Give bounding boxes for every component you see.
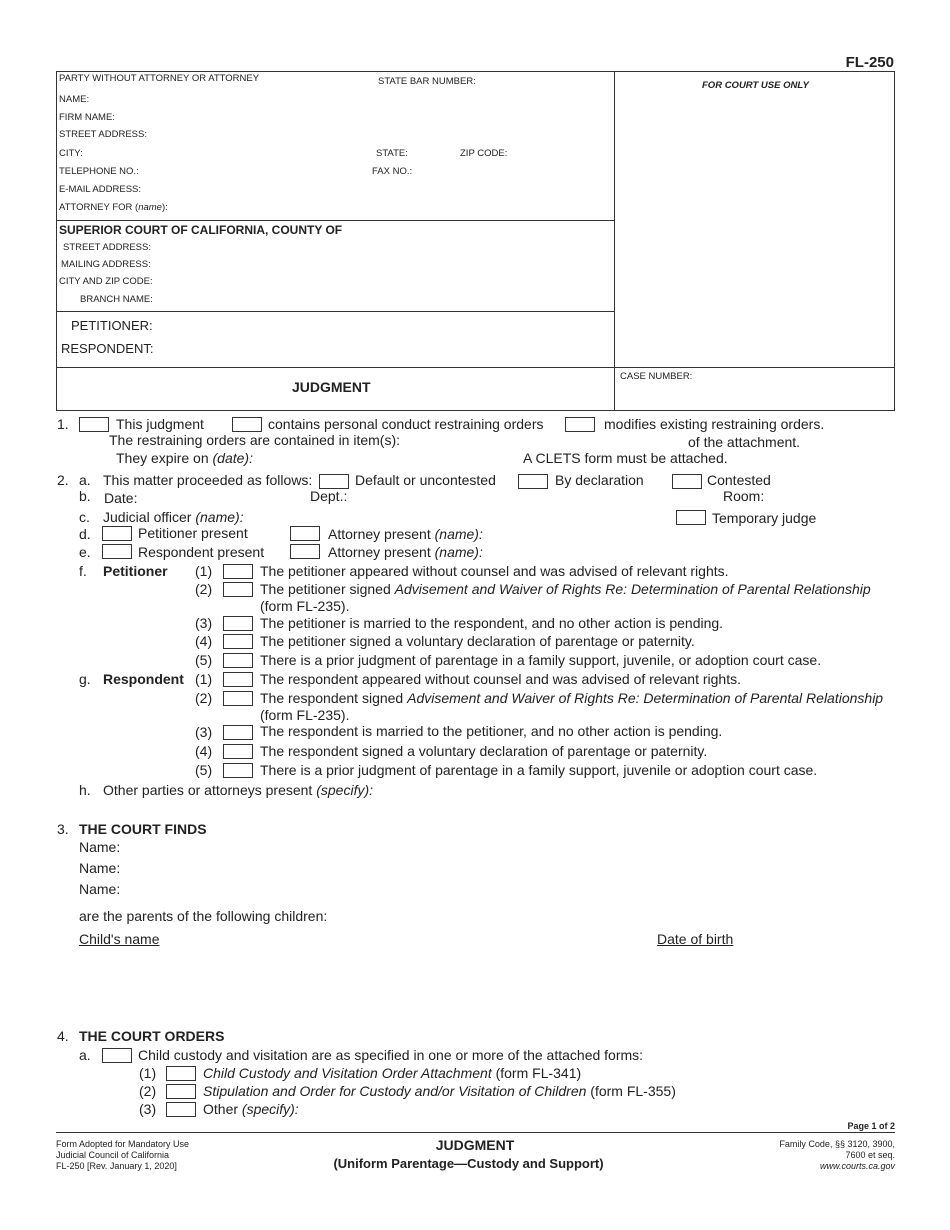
checkbox[interactable]: [223, 653, 253, 668]
checkbox[interactable]: [565, 417, 595, 432]
child-name-header: Child's name: [79, 931, 160, 947]
sub-number: (2): [139, 1083, 157, 1099]
form-number: FL-250: [845, 54, 894, 71]
temp-judge-text: Temporary judge: [712, 510, 817, 526]
checkbox[interactable]: [290, 544, 320, 559]
checkbox[interactable]: [102, 544, 132, 559]
item-letter: a.: [79, 1047, 91, 1063]
divider: [56, 220, 615, 221]
parent-name-label[interactable]: Name:: [79, 860, 121, 876]
room-label[interactable]: Room:: [723, 488, 765, 504]
sub-number: (1): [195, 671, 213, 687]
item-number: 2.: [57, 472, 69, 488]
footer-rule: [56, 1132, 895, 1133]
checkbox[interactable]: [223, 564, 253, 579]
checkbox[interactable]: [223, 616, 253, 631]
sub-number: (4): [195, 633, 213, 649]
other-parties-label[interactable]: Other parties or attorneys present (specify):: [103, 782, 374, 798]
sub-number: (2): [195, 690, 213, 706]
court-street-label[interactable]: STREET ADDRESS:: [63, 242, 151, 253]
zip-label[interactable]: ZIP CODE:: [460, 148, 508, 159]
respondent-2-form: (form FL-235).: [260, 707, 350, 723]
caption-frame: [56, 71, 895, 411]
checkbox[interactable]: [223, 725, 253, 740]
checkbox[interactable]: [232, 417, 262, 432]
sub-number: (2): [195, 581, 213, 597]
court-orders-heading: THE COURT ORDERS: [79, 1028, 225, 1044]
divider: [614, 71, 615, 411]
sub-number: (3): [195, 615, 213, 631]
item-number: 3.: [57, 821, 69, 837]
item-letter: c.: [79, 509, 90, 525]
checkbox[interactable]: [102, 526, 132, 541]
sub-number: (1): [195, 563, 213, 579]
checkbox[interactable]: [102, 1048, 132, 1063]
item-letter: a.: [79, 472, 91, 488]
pet-present-text: Petitioner present: [138, 525, 248, 541]
petitioner-label[interactable]: PETITIONER:: [71, 318, 153, 333]
sub-number: (1): [139, 1065, 157, 1081]
petitioner-4-text: The petitioner signed a voluntary declaration of parentage or paternity.: [260, 633, 695, 649]
item-number: 4.: [57, 1028, 69, 1044]
checkbox[interactable]: [223, 744, 253, 759]
default-text: Default or uncontested: [355, 472, 496, 488]
fax-label[interactable]: FAX NO.:: [372, 166, 413, 177]
court-use-label: FOR COURT USE ONLY: [702, 80, 809, 91]
petitioner-heading: Petitioner: [103, 563, 168, 579]
state-label[interactable]: STATE:: [376, 148, 408, 159]
item1-attachment-text: of the attachment.: [688, 434, 801, 450]
respondent-1-text: The respondent appeared without counsel and was advised of relevant rights.: [260, 671, 741, 687]
contested-text: Contested: [707, 472, 771, 488]
item-letter: e.: [79, 544, 91, 560]
respondent-label[interactable]: RESPONDENT:: [61, 341, 154, 356]
checkbox[interactable]: [223, 582, 253, 597]
petitioner-5-text: There is a prior judgment of parentage in a family support, juvenile, or adoption court case.: [260, 652, 822, 668]
item-letter: g.: [79, 671, 91, 687]
city-zip-label[interactable]: CITY AND ZIP CODE:: [59, 276, 153, 287]
checkbox[interactable]: [223, 672, 253, 687]
item1-modifies-text: modifies existing restraining orders.: [604, 416, 825, 432]
checkbox[interactable]: [166, 1084, 196, 1099]
parents-of-text: are the parents of the following children:: [79, 908, 328, 924]
order-3-text[interactable]: Other (specify):: [203, 1101, 299, 1117]
item-letter: h.: [79, 782, 91, 798]
sub-number: (5): [195, 762, 213, 778]
petitioner-3-text: The petitioner is married to the respondent, and no other action is pending.: [260, 615, 724, 631]
name-label[interactable]: NAME:: [59, 94, 90, 105]
item1-restraining-text: contains personal conduct restraining orders: [268, 416, 544, 432]
item-letter: b.: [79, 488, 91, 504]
checkbox[interactable]: [166, 1066, 196, 1081]
sub-number: (3): [195, 724, 213, 740]
dob-header: Date of birth: [657, 931, 734, 947]
court-finds-heading: THE COURT FINDS: [79, 821, 207, 837]
footer-left: Form Adopted for Mandatory Use Judicial Council of California FL-250 [Rev. January 1, 2020]: [56, 1139, 190, 1171]
firm-label[interactable]: FIRM NAME:: [59, 112, 115, 123]
respondent-2-text: The respondent signed Advisement and Waiver of Rights Re: Determination of Parental Relationship: [260, 690, 884, 706]
court-title: SUPERIOR COURT OF CALIFORNIA, COUNTY OF: [59, 223, 343, 237]
respondent-3-text: The respondent is married to the petitioner, and no other action is pending.: [260, 723, 723, 739]
street-label[interactable]: STREET ADDRESS:: [59, 129, 147, 140]
item2a-text: This matter proceeded as follows:: [103, 472, 313, 488]
respondent-4-text: The respondent signed a voluntary declaration of parentage or paternity.: [260, 743, 708, 759]
parent-name-label[interactable]: Name:: [79, 839, 121, 855]
case-number-label[interactable]: CASE NUMBER:: [620, 371, 693, 382]
item-letter: d.: [79, 526, 91, 542]
petitioner-2-text: The petitioner signed Advisement and Waiver of Rights Re: Determination of Parental Relationship: [260, 581, 871, 597]
checkbox[interactable]: [672, 474, 702, 489]
checkbox[interactable]: [79, 417, 109, 432]
sub-number: (4): [195, 743, 213, 759]
footer-title: JUDGMENT: [435, 1137, 515, 1153]
sub-number: (5): [195, 652, 213, 668]
date-label[interactable]: Date:: [104, 490, 138, 506]
respondent-5-text: There is a prior judgment of parentage in a family support, juvenile or adoption court case.: [260, 762, 818, 778]
footer-subtitle: (Uniform Parentage—Custody and Support): [333, 1156, 604, 1171]
email-label[interactable]: E-MAIL ADDRESS:: [59, 184, 142, 195]
attorney-present-text[interactable]: Attorney present (name):: [328, 526, 483, 542]
attorney-present-text[interactable]: Attorney present (name):: [328, 544, 483, 560]
item1-clets-text: A CLETS form must be attached.: [523, 450, 728, 466]
respondent-heading: Respondent: [103, 671, 184, 687]
checkbox[interactable]: [518, 474, 548, 489]
parent-name-label[interactable]: Name:: [79, 881, 121, 897]
checkbox[interactable]: [290, 526, 320, 541]
mailing-label[interactable]: MAILING ADDRESS:: [61, 259, 151, 270]
divider: [56, 311, 615, 312]
item-letter: f.: [79, 563, 87, 579]
item-number: 1.: [57, 416, 69, 432]
sub-number: (3): [139, 1101, 157, 1117]
resp-present-text: Respondent present: [138, 544, 265, 560]
judicial-label[interactable]: Judicial officer (name):: [103, 509, 244, 525]
branch-label[interactable]: BRANCH NAME:: [80, 294, 153, 305]
item1-expire-text: They expire on (date):: [116, 450, 253, 466]
party-label: PARTY WITHOUT ATTORNEY OR ATTORNEY: [59, 73, 260, 84]
item4a-text: Child custody and visitation are as specified in one or more of the attached forms:: [138, 1047, 644, 1063]
page-number: Page 1 of 2: [847, 1121, 895, 1131]
petitioner-2-form: (form FL-235).: [260, 598, 350, 614]
checkbox[interactable]: [166, 1102, 196, 1117]
order-1-text: Child Custody and Visitation Order Attachment (form FL-341): [203, 1065, 582, 1081]
footer-right: Family Code, §§ 3120, 3900, 7600 et seq. www.courts.ca.gov: [779, 1139, 895, 1171]
checkbox[interactable]: [223, 634, 253, 649]
checkbox[interactable]: [319, 474, 349, 489]
declaration-text: By declaration: [555, 472, 644, 488]
attorney-for-label[interactable]: ATTORNEY FOR (name):: [59, 202, 168, 213]
state-bar-label: STATE BAR NUMBER:: [378, 76, 476, 87]
checkbox[interactable]: [676, 510, 706, 525]
item1-judgment-text: This judgment: [116, 416, 204, 432]
city-label[interactable]: CITY:: [59, 148, 83, 159]
checkbox[interactable]: [223, 691, 253, 706]
checkbox[interactable]: [223, 763, 253, 778]
dept-label[interactable]: Dept.:: [310, 488, 348, 504]
order-2-text: Stipulation and Order for Custody and/or Visitation of Children (form FL-355): [203, 1083, 676, 1099]
item1-contained-text: The restraining orders are contained in item(s):: [109, 432, 401, 448]
petitioner-1-text: The petitioner appeared without counsel and was advised of relevant rights.: [260, 563, 729, 579]
divider: [56, 367, 895, 368]
phone-label[interactable]: TELEPHONE NO.:: [59, 166, 139, 177]
judgment-title: JUDGMENT: [292, 379, 371, 395]
